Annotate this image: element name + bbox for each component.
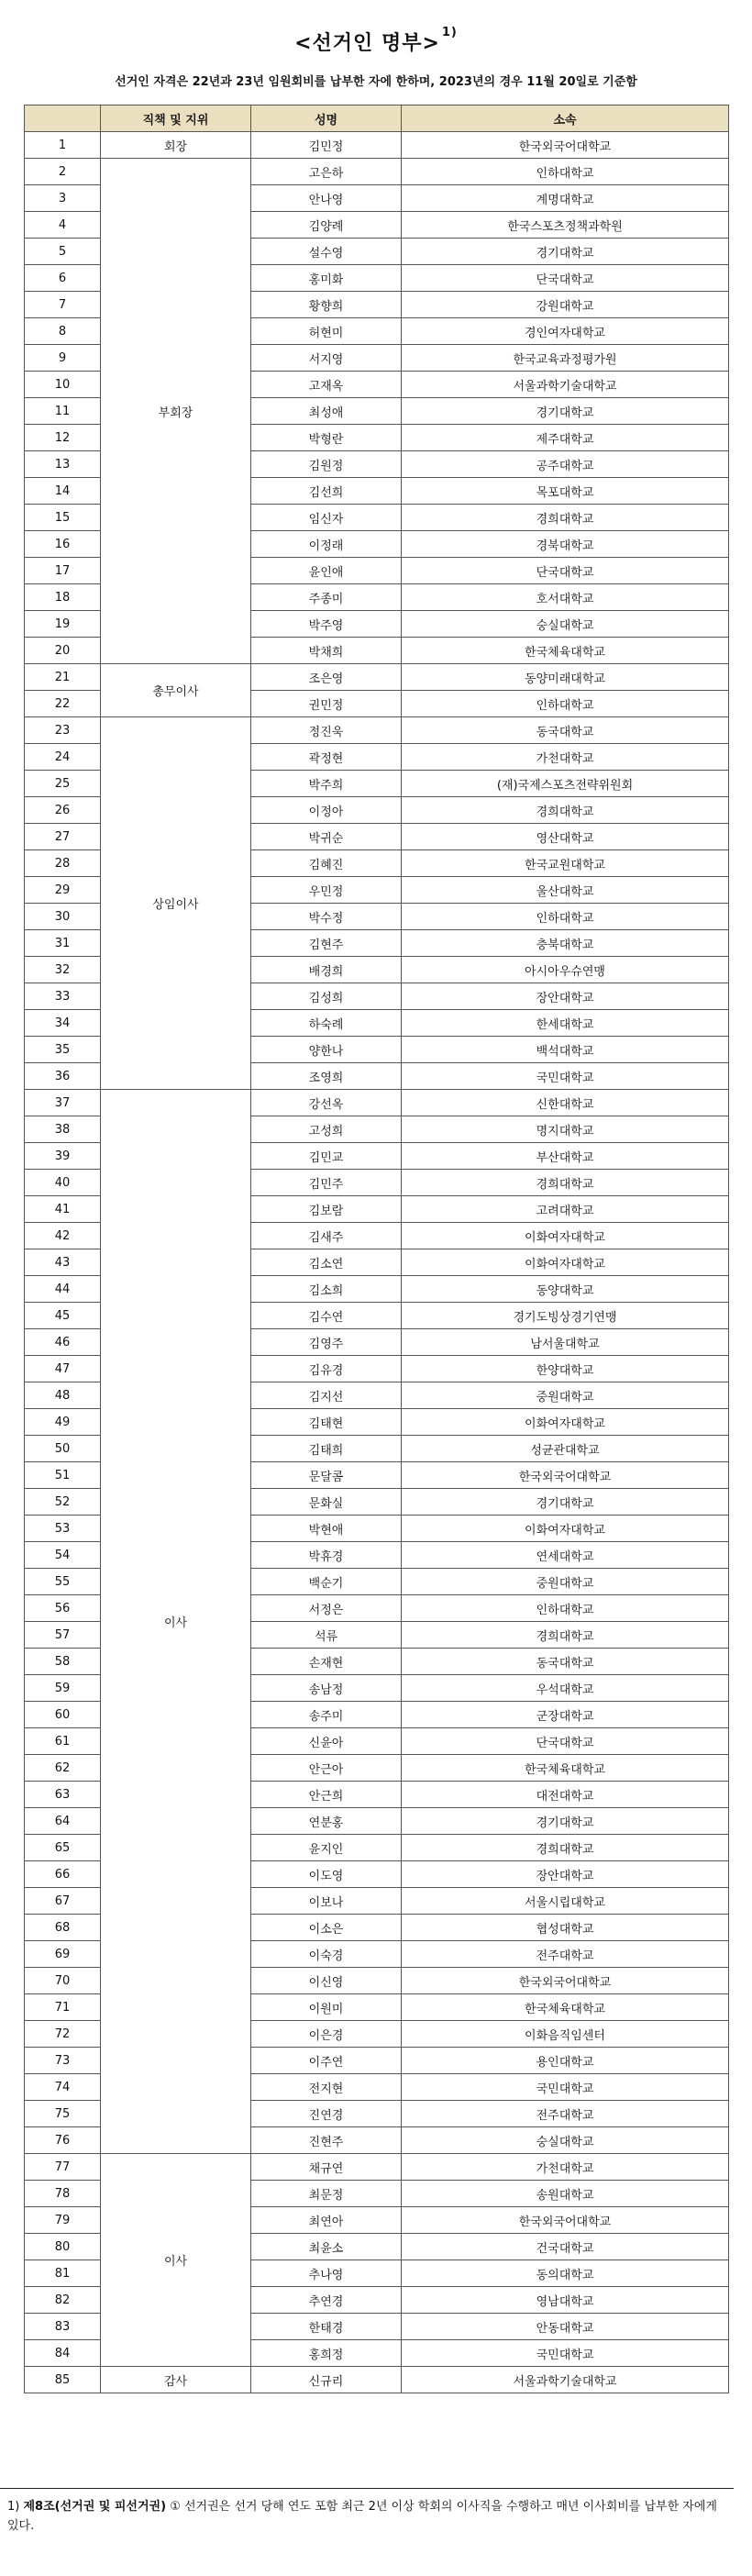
- row-number: 10: [25, 372, 101, 398]
- affiliation-cell: 이화여자대학교: [402, 1516, 729, 1542]
- table-body: [25, 132, 729, 2393]
- affiliation-cell: 경기대학교: [402, 1489, 729, 1516]
- row-number: 49: [25, 1409, 101, 1436]
- row-number: 17: [25, 558, 101, 584]
- affiliation-cell: 한국교육과정평가원: [402, 345, 729, 372]
- row-number: 18: [25, 584, 101, 611]
- row-number: 1: [25, 132, 101, 159]
- name-cell: 송주미: [251, 1702, 402, 1728]
- name-cell: 김민정: [251, 132, 402, 159]
- affiliation-cell: 경기도빙상경기연맹: [402, 1303, 729, 1329]
- name-cell: 김민주: [251, 1170, 402, 1196]
- position-cell: 총무이사: [101, 664, 251, 717]
- row-number: 4: [25, 212, 101, 239]
- name-cell: 한태경: [251, 2314, 402, 2340]
- row-number: 69: [25, 1941, 101, 1968]
- affiliation-cell: 숭실대학교: [402, 2127, 729, 2154]
- name-cell: 김태현: [251, 1409, 402, 1436]
- affiliation-cell: 협성대학교: [402, 1915, 729, 1941]
- name-cell: 하숙례: [251, 1010, 402, 1037]
- name-cell: 이보나: [251, 1888, 402, 1915]
- name-cell: 김선희: [251, 478, 402, 505]
- row-number: 27: [25, 824, 101, 850]
- affiliation-cell: 이화여자대학교: [402, 1409, 729, 1436]
- name-cell: 이정아: [251, 797, 402, 824]
- name-cell: 추나영: [251, 2260, 402, 2287]
- row-number: 58: [25, 1649, 101, 1675]
- affiliation-cell: 가천대학교: [402, 2154, 729, 2181]
- row-number: 7: [25, 292, 101, 318]
- row-number: 6: [25, 265, 101, 292]
- row-number: 14: [25, 478, 101, 505]
- table-row: [25, 664, 729, 691]
- row-number: 66: [25, 1861, 101, 1888]
- name-cell: 박채희: [251, 638, 402, 664]
- affiliation-cell: 안동대학교: [402, 2314, 729, 2340]
- affiliation-cell: 중원대학교: [402, 1382, 729, 1409]
- name-cell: 우민정: [251, 877, 402, 904]
- row-number: 55: [25, 1569, 101, 1595]
- name-cell: 문달콤: [251, 1462, 402, 1489]
- header-affiliation: 소속: [402, 105, 729, 132]
- affiliation-cell: 경북대학교: [402, 531, 729, 558]
- affiliation-cell: 인하대학교: [402, 159, 729, 185]
- row-number: 54: [25, 1542, 101, 1569]
- affiliation-cell: 인하대학교: [402, 904, 729, 930]
- row-number: 32: [25, 957, 101, 983]
- name-cell: 홍희정: [251, 2340, 402, 2367]
- name-cell: 추연경: [251, 2287, 402, 2314]
- row-number: 62: [25, 1755, 101, 1782]
- row-number: 45: [25, 1303, 101, 1329]
- affiliation-cell: 성균관대학교: [402, 1436, 729, 1462]
- affiliation-cell: 동국대학교: [402, 717, 729, 744]
- affiliation-cell: 서울과학기술대학교: [402, 372, 729, 398]
- name-cell: 서지영: [251, 345, 402, 372]
- affiliation-cell: 국민대학교: [402, 2340, 729, 2367]
- name-cell: 김양례: [251, 212, 402, 239]
- name-cell: 윤지인: [251, 1835, 402, 1861]
- affiliation-cell: (재)국제스포츠전략위원회: [402, 771, 729, 797]
- affiliation-cell: 가천대학교: [402, 744, 729, 771]
- row-number: 60: [25, 1702, 101, 1728]
- name-cell: 안나영: [251, 185, 402, 212]
- name-cell: 김지선: [251, 1382, 402, 1409]
- row-number: 71: [25, 1994, 101, 2021]
- name-cell: 이은경: [251, 2021, 402, 2048]
- name-cell: 김새주: [251, 1223, 402, 1249]
- name-cell: 연분홍: [251, 1808, 402, 1835]
- name-cell: 최문정: [251, 2181, 402, 2207]
- row-number: 78: [25, 2181, 101, 2207]
- affiliation-cell: 아시아우슈연맹: [402, 957, 729, 983]
- affiliation-cell: 한국체육대학교: [402, 638, 729, 664]
- affiliation-cell: 명지대학교: [402, 1116, 729, 1143]
- name-cell: 박주영: [251, 611, 402, 638]
- name-cell: 조영희: [251, 1063, 402, 1090]
- row-number: 11: [25, 398, 101, 425]
- name-cell: 이주연: [251, 2048, 402, 2074]
- position-cell: 이사: [101, 2154, 251, 2367]
- affiliation-cell: 공주대학교: [402, 451, 729, 478]
- name-cell: 허현미: [251, 318, 402, 345]
- row-number: 12: [25, 425, 101, 451]
- row-number: 44: [25, 1276, 101, 1303]
- table-row: [25, 1090, 729, 1116]
- name-cell: 이숙경: [251, 1941, 402, 1968]
- table-row: [25, 132, 729, 159]
- affiliation-cell: 강원대학교: [402, 292, 729, 318]
- page-subtitle: 선거인 자격은 22년과 23년 임원회비를 납부한 자에 한하며, 2023년의 경우 11월 20일로 기준함: [115, 75, 637, 89]
- voter-roster-table: [24, 105, 729, 2393]
- name-cell: 서정은: [251, 1595, 402, 1622]
- affiliation-cell: 한세대학교: [402, 1010, 729, 1037]
- row-number: 2: [25, 159, 101, 185]
- position-cell: 감사: [101, 2367, 251, 2393]
- row-number: 75: [25, 2101, 101, 2127]
- row-number: 76: [25, 2127, 101, 2154]
- affiliation-cell: 계명대학교: [402, 185, 729, 212]
- affiliation-cell: 경희대학교: [402, 1170, 729, 1196]
- name-cell: 윤인애: [251, 558, 402, 584]
- row-number: 77: [25, 2154, 101, 2181]
- row-number: 51: [25, 1462, 101, 1489]
- name-cell: 곽정현: [251, 744, 402, 771]
- name-cell: 김수연: [251, 1303, 402, 1329]
- row-number: 9: [25, 345, 101, 372]
- position-cell: 회장: [101, 132, 251, 159]
- footnote-heading: 제8조(선거권 및 피선거권): [23, 2500, 167, 2514]
- row-number: 61: [25, 1728, 101, 1755]
- name-cell: 최성애: [251, 398, 402, 425]
- affiliation-cell: 제주대학교: [402, 425, 729, 451]
- affiliation-cell: 동양대학교: [402, 1276, 729, 1303]
- affiliation-cell: 이화여자대학교: [402, 1223, 729, 1249]
- name-cell: 양한나: [251, 1037, 402, 1063]
- row-number: 24: [25, 744, 101, 771]
- row-number: 43: [25, 1249, 101, 1276]
- affiliation-cell: 우석대학교: [402, 1675, 729, 1702]
- name-cell: 주종미: [251, 584, 402, 611]
- name-cell: 김태희: [251, 1436, 402, 1462]
- row-number: 36: [25, 1063, 101, 1090]
- table-header-row: [25, 105, 729, 132]
- row-number: 83: [25, 2314, 101, 2340]
- table-row: [25, 717, 729, 744]
- row-number: 56: [25, 1595, 101, 1622]
- row-number: 42: [25, 1223, 101, 1249]
- name-cell: 송남정: [251, 1675, 402, 1702]
- header-position: 직책 및 지위: [101, 105, 251, 132]
- affiliation-cell: 충북대학교: [402, 930, 729, 957]
- name-cell: 배경희: [251, 957, 402, 983]
- affiliation-cell: 한양대학교: [402, 1356, 729, 1382]
- name-cell: 박주희: [251, 771, 402, 797]
- affiliation-cell: 이화여자대학교: [402, 1249, 729, 1276]
- name-cell: 박귀순: [251, 824, 402, 850]
- affiliation-cell: 동국대학교: [402, 1649, 729, 1675]
- footnote-text: ① 선거권은 선거 당해 연도 포함 최근 2년 이상 학회의 이사직을 수행하고 매년 이사회비를 납부한 자에게 있다.: [7, 2500, 717, 2533]
- affiliation-cell: 경인여자대학교: [402, 318, 729, 345]
- name-cell: 김소희: [251, 1276, 402, 1303]
- name-cell: 박휴경: [251, 1542, 402, 1569]
- affiliation-cell: 신한대학교: [402, 1090, 729, 1116]
- row-number: 13: [25, 451, 101, 478]
- row-number: 28: [25, 850, 101, 877]
- name-cell: 김원정: [251, 451, 402, 478]
- name-cell: 권민정: [251, 691, 402, 717]
- row-number: 72: [25, 2021, 101, 2048]
- affiliation-cell: 동양미래대학교: [402, 664, 729, 691]
- row-number: 16: [25, 531, 101, 558]
- name-cell: 안근아: [251, 1755, 402, 1782]
- footnote-mark: 1): [7, 2500, 20, 2514]
- header-number: [25, 105, 101, 132]
- row-number: 63: [25, 1782, 101, 1808]
- affiliation-cell: 한국외국어대학교: [402, 132, 729, 159]
- name-cell: 조은영: [251, 664, 402, 691]
- affiliation-cell: 장안대학교: [402, 983, 729, 1010]
- affiliation-cell: 경기대학교: [402, 1808, 729, 1835]
- row-number: 79: [25, 2207, 101, 2234]
- row-number: 35: [25, 1037, 101, 1063]
- affiliation-cell: 서울시립대학교: [402, 1888, 729, 1915]
- name-cell: 김혜진: [251, 850, 402, 877]
- row-number: 84: [25, 2340, 101, 2367]
- row-number: 65: [25, 1835, 101, 1861]
- name-cell: 이신영: [251, 1968, 402, 1994]
- name-cell: 임신자: [251, 505, 402, 531]
- row-number: 20: [25, 638, 101, 664]
- affiliation-cell: 영산대학교: [402, 824, 729, 850]
- affiliation-cell: 동의대학교: [402, 2260, 729, 2287]
- affiliation-cell: 한국체육대학교: [402, 1994, 729, 2021]
- row-number: 19: [25, 611, 101, 638]
- affiliation-cell: 경기대학교: [402, 398, 729, 425]
- row-number: 81: [25, 2260, 101, 2287]
- affiliation-cell: 백석대학교: [402, 1037, 729, 1063]
- name-cell: 진연경: [251, 2101, 402, 2127]
- affiliation-cell: 인하대학교: [402, 1595, 729, 1622]
- row-number: 82: [25, 2287, 101, 2314]
- affiliation-cell: 호서대학교: [402, 584, 729, 611]
- row-number: 68: [25, 1915, 101, 1941]
- affiliation-cell: 국민대학교: [402, 1063, 729, 1090]
- footnote: [7, 2497, 732, 2536]
- name-cell: 김현주: [251, 930, 402, 957]
- name-cell: 황향희: [251, 292, 402, 318]
- position-cell: 상임이사: [101, 717, 251, 1090]
- header-name: 성명: [251, 105, 402, 132]
- affiliation-cell: 국민대학교: [402, 2074, 729, 2101]
- name-cell: 채규연: [251, 2154, 402, 2181]
- row-number: 31: [25, 930, 101, 957]
- affiliation-cell: 한국외국어대학교: [402, 2207, 729, 2234]
- affiliation-cell: 용인대학교: [402, 2048, 729, 2074]
- name-cell: 고은하: [251, 159, 402, 185]
- row-number: 25: [25, 771, 101, 797]
- row-number: 29: [25, 877, 101, 904]
- name-cell: 김보람: [251, 1196, 402, 1223]
- affiliation-cell: 경기대학교: [402, 239, 729, 265]
- row-number: 46: [25, 1329, 101, 1356]
- row-number: 37: [25, 1090, 101, 1116]
- row-number: 33: [25, 983, 101, 1010]
- row-number: 40: [25, 1170, 101, 1196]
- affiliation-cell: 부산대학교: [402, 1143, 729, 1170]
- row-number: 73: [25, 2048, 101, 2074]
- name-cell: 최연아: [251, 2207, 402, 2234]
- affiliation-cell: 단국대학교: [402, 265, 729, 292]
- affiliation-cell: 경희대학교: [402, 505, 729, 531]
- row-number: 5: [25, 239, 101, 265]
- affiliation-cell: 경희대학교: [402, 1835, 729, 1861]
- affiliation-cell: 한국스포츠정책과학원: [402, 212, 729, 239]
- affiliation-cell: 중원대학교: [402, 1569, 729, 1595]
- affiliation-cell: 건국대학교: [402, 2234, 729, 2260]
- row-number: 57: [25, 1622, 101, 1649]
- affiliation-cell: 대전대학교: [402, 1782, 729, 1808]
- affiliation-cell: 전주대학교: [402, 2101, 729, 2127]
- name-cell: 신규리: [251, 2367, 402, 2393]
- affiliation-cell: 전주대학교: [402, 1941, 729, 1968]
- position-cell: 부회장: [101, 159, 251, 664]
- affiliation-cell: 경희대학교: [402, 797, 729, 824]
- affiliation-cell: 연세대학교: [402, 1542, 729, 1569]
- name-cell: 이도영: [251, 1861, 402, 1888]
- name-cell: 안근희: [251, 1782, 402, 1808]
- affiliation-cell: 이화음직임센터: [402, 2021, 729, 2048]
- row-number: 64: [25, 1808, 101, 1835]
- name-cell: 백순기: [251, 1569, 402, 1595]
- affiliation-cell: 서울과학기술대학교: [402, 2367, 729, 2393]
- name-cell: 고성희: [251, 1116, 402, 1143]
- name-cell: 정진욱: [251, 717, 402, 744]
- row-number: 67: [25, 1888, 101, 1915]
- affiliation-cell: 군장대학교: [402, 1702, 729, 1728]
- affiliation-cell: 한국외국어대학교: [402, 1462, 729, 1489]
- position-cell: 이사: [101, 1090, 251, 2154]
- row-number: 23: [25, 717, 101, 744]
- name-cell: 박형란: [251, 425, 402, 451]
- name-cell: 고재옥: [251, 372, 402, 398]
- affiliation-cell: 장안대학교: [402, 1861, 729, 1888]
- row-number: 53: [25, 1516, 101, 1542]
- row-number: 30: [25, 904, 101, 930]
- row-number: 3: [25, 185, 101, 212]
- name-cell: 박현애: [251, 1516, 402, 1542]
- row-number: 50: [25, 1436, 101, 1462]
- row-number: 26: [25, 797, 101, 824]
- name-cell: 박수정: [251, 904, 402, 930]
- name-cell: 석류: [251, 1622, 402, 1649]
- row-number: 22: [25, 691, 101, 717]
- name-cell: 김소연: [251, 1249, 402, 1276]
- name-cell: 손재현: [251, 1649, 402, 1675]
- name-cell: 홍미화: [251, 265, 402, 292]
- row-number: 70: [25, 1968, 101, 1994]
- row-number: 38: [25, 1116, 101, 1143]
- name-cell: 이원미: [251, 1994, 402, 2021]
- affiliation-cell: 한국외국어대학교: [402, 1968, 729, 1994]
- name-cell: 설수영: [251, 239, 402, 265]
- footnote-divider: [0, 2488, 734, 2489]
- affiliation-cell: 인하대학교: [402, 691, 729, 717]
- name-cell: 최윤소: [251, 2234, 402, 2260]
- name-cell: 김민교: [251, 1143, 402, 1170]
- affiliation-cell: 송원대학교: [402, 2181, 729, 2207]
- row-number: 80: [25, 2234, 101, 2260]
- affiliation-cell: 숭실대학교: [402, 611, 729, 638]
- affiliation-cell: 고려대학교: [402, 1196, 729, 1223]
- name-cell: 김영주: [251, 1329, 402, 1356]
- row-number: 8: [25, 318, 101, 345]
- row-number: 47: [25, 1356, 101, 1382]
- table-row: [25, 2367, 729, 2393]
- affiliation-cell: 울산대학교: [402, 877, 729, 904]
- name-cell: 이소은: [251, 1915, 402, 1941]
- row-number: 52: [25, 1489, 101, 1516]
- affiliation-cell: 단국대학교: [402, 558, 729, 584]
- row-number: 15: [25, 505, 101, 531]
- name-cell: 전지현: [251, 2074, 402, 2101]
- name-cell: 김유경: [251, 1356, 402, 1382]
- affiliation-cell: 한국체육대학교: [402, 1755, 729, 1782]
- name-cell: 김성희: [251, 983, 402, 1010]
- title-footnote-mark: 1): [441, 26, 458, 39]
- row-number: 41: [25, 1196, 101, 1223]
- name-cell: 신윤아: [251, 1728, 402, 1755]
- name-cell: 진현주: [251, 2127, 402, 2154]
- row-number: 48: [25, 1382, 101, 1409]
- affiliation-cell: 한국교원대학교: [402, 850, 729, 877]
- name-cell: 문화실: [251, 1489, 402, 1516]
- row-number: 39: [25, 1143, 101, 1170]
- row-number: 74: [25, 2074, 101, 2101]
- name-cell: 이정래: [251, 531, 402, 558]
- row-number: 21: [25, 664, 101, 691]
- row-number: 34: [25, 1010, 101, 1037]
- name-cell: 강선옥: [251, 1090, 402, 1116]
- affiliation-cell: 단국대학교: [402, 1728, 729, 1755]
- row-number: 59: [25, 1675, 101, 1702]
- affiliation-cell: 남서울대학교: [402, 1329, 729, 1356]
- row-number: 85: [25, 2367, 101, 2393]
- page-title: <선거인 명부> $^{1)}$: [294, 26, 458, 55]
- affiliation-cell: 경희대학교: [402, 1622, 729, 1649]
- affiliation-cell: 영남대학교: [402, 2287, 729, 2314]
- affiliation-cell: 목포대학교: [402, 478, 729, 505]
- table-row: [25, 159, 729, 185]
- table-row: [25, 2154, 729, 2181]
